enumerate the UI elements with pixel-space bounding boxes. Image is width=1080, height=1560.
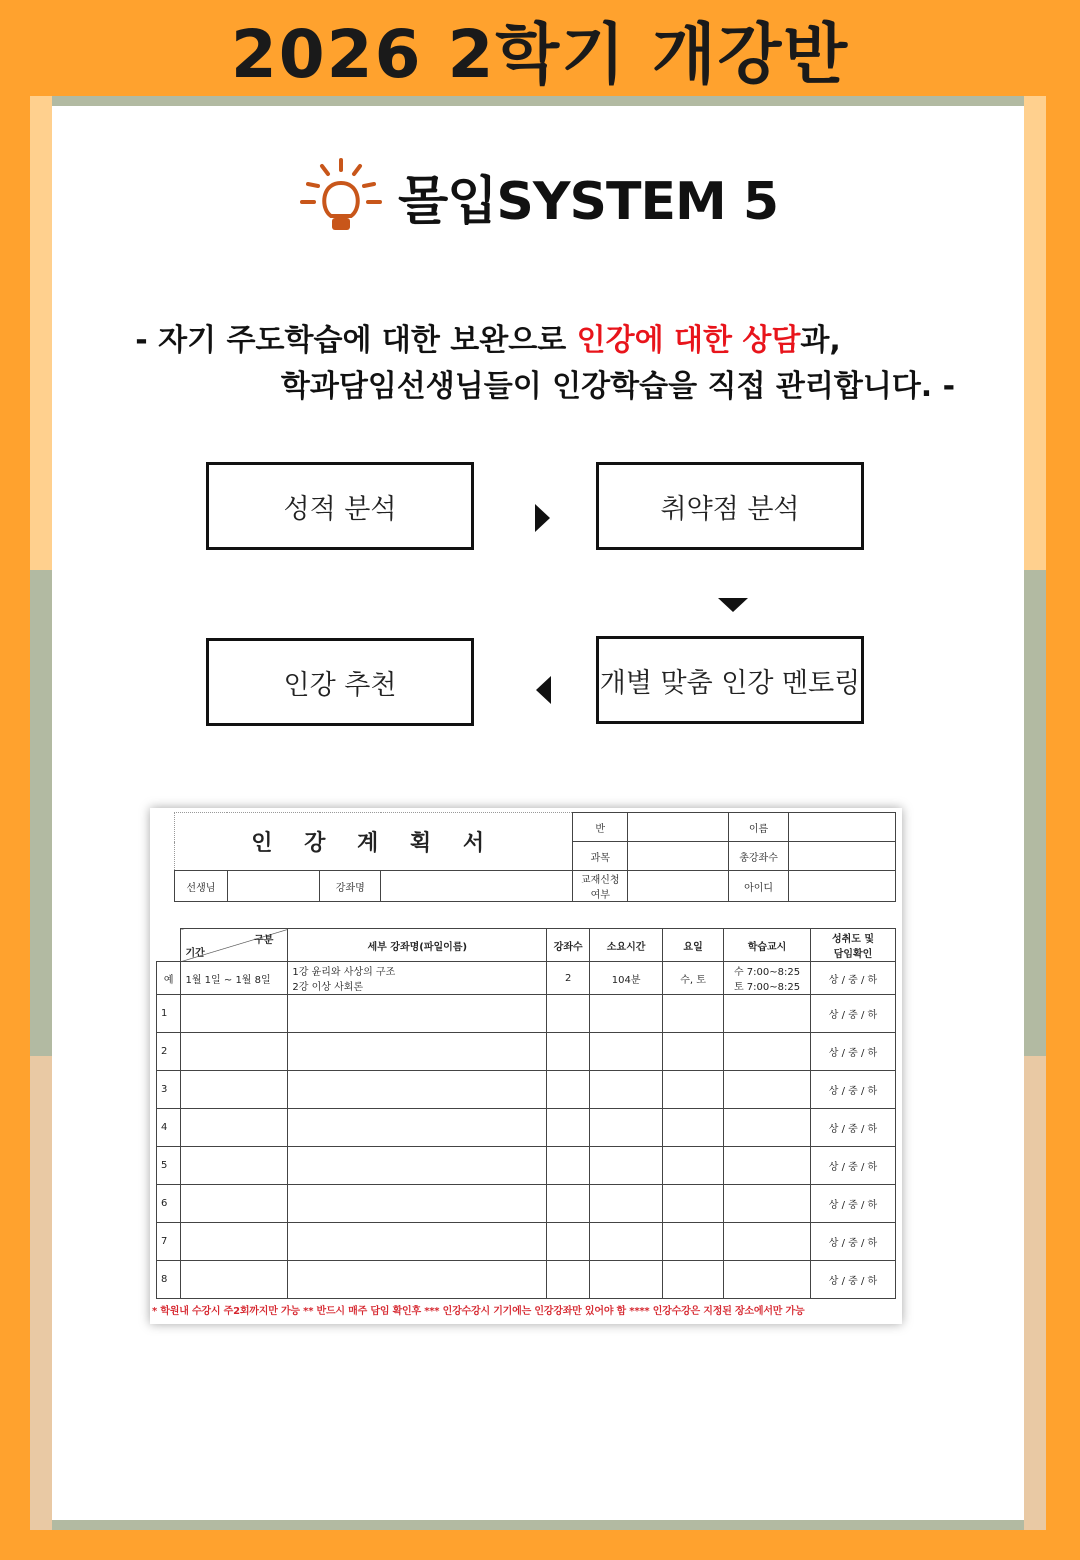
cell bbox=[663, 1033, 724, 1071]
flow-step-recommend: 인강 추천 bbox=[206, 638, 474, 726]
cell bbox=[663, 1223, 724, 1261]
arrow-left-icon bbox=[536, 676, 551, 704]
example-period: 1월 1일 ~ 1월 8일 bbox=[181, 962, 288, 995]
label-name: 이름 bbox=[728, 813, 789, 842]
col-period: 기간 bbox=[185, 948, 205, 959]
row-number: 8 bbox=[157, 1261, 181, 1299]
row-number: 6 bbox=[157, 1185, 181, 1223]
decor-stripe bbox=[1024, 1056, 1046, 1530]
arrow-right-icon bbox=[535, 504, 550, 532]
row-rating: 상 / 중 / 하 bbox=[811, 1033, 896, 1071]
label-textbook-line1: 교재신청 bbox=[580, 875, 620, 886]
label-ban: 반 bbox=[573, 813, 628, 842]
table-row bbox=[157, 1223, 896, 1261]
cell bbox=[590, 1071, 663, 1109]
cell bbox=[547, 995, 590, 1033]
field-subject bbox=[628, 842, 729, 871]
cell bbox=[724, 1033, 811, 1071]
example-classroom bbox=[724, 962, 811, 995]
field-course-name bbox=[381, 871, 573, 902]
cell bbox=[288, 1071, 547, 1109]
arrow-down-icon bbox=[718, 598, 748, 612]
row-number: 5 bbox=[157, 1147, 181, 1185]
example-detail-line2: 2강 이상 사회론 bbox=[292, 982, 364, 993]
lightbulb-icon bbox=[298, 158, 384, 234]
cell bbox=[288, 995, 547, 1033]
table-row bbox=[157, 995, 896, 1033]
cell bbox=[724, 1147, 811, 1185]
col-achievement bbox=[811, 929, 896, 962]
cell bbox=[181, 1261, 288, 1299]
cell bbox=[590, 1185, 663, 1223]
cell bbox=[663, 1185, 724, 1223]
row-number: 1 bbox=[157, 995, 181, 1033]
col-day: 요일 bbox=[663, 929, 724, 962]
content-panel bbox=[52, 96, 1024, 1530]
label-textbook-line2: 여부 bbox=[590, 890, 610, 901]
field-ban bbox=[628, 813, 729, 842]
cell bbox=[724, 1185, 811, 1223]
example-class-line1: 수 7:00~8:25 bbox=[733, 967, 801, 978]
table-row bbox=[157, 1071, 896, 1109]
decor-stripe bbox=[1024, 570, 1046, 1056]
cell bbox=[590, 1261, 663, 1299]
decor-stripe bbox=[30, 1056, 52, 1530]
table-row bbox=[157, 1185, 896, 1223]
cell bbox=[181, 995, 288, 1033]
cell bbox=[724, 1109, 811, 1147]
example-detail-line1: 1강 윤리와 사상의 구조 bbox=[292, 967, 396, 978]
cell bbox=[181, 1185, 288, 1223]
cell bbox=[590, 995, 663, 1033]
example-row bbox=[157, 962, 896, 995]
label-total-lectures: 총강좌수 bbox=[728, 842, 789, 871]
col-achievement-line2: 담임확인 bbox=[833, 949, 873, 960]
table-row bbox=[157, 1109, 896, 1147]
label-id: 아이디 bbox=[728, 871, 789, 902]
example-rating: 상 / 중 / 하 bbox=[811, 962, 896, 995]
cell bbox=[590, 1147, 663, 1185]
subtitle-line1 bbox=[52, 318, 1024, 364]
row-number: 2 bbox=[157, 1033, 181, 1071]
cell bbox=[288, 1109, 547, 1147]
col-achievement-line1: 성취도 및 bbox=[831, 934, 875, 945]
banner-title: 2026 2학기 개강반 bbox=[230, 15, 850, 93]
cell bbox=[590, 1223, 663, 1261]
cell bbox=[181, 1109, 288, 1147]
subtitle-text: 과, bbox=[800, 323, 841, 358]
cell bbox=[547, 1071, 590, 1109]
cell bbox=[547, 1109, 590, 1147]
corner-cell bbox=[157, 929, 181, 962]
cell bbox=[181, 1033, 288, 1071]
cell bbox=[181, 1147, 288, 1185]
decor-stripe bbox=[1024, 96, 1046, 570]
cell bbox=[724, 995, 811, 1033]
subtitle-highlight: 인강에 대한 상담 bbox=[576, 323, 801, 358]
row-rating: 상 / 중 / 하 bbox=[811, 1223, 896, 1261]
cell bbox=[663, 1261, 724, 1299]
cell bbox=[724, 1261, 811, 1299]
example-time: 104분 bbox=[590, 962, 663, 995]
row-number: 7 bbox=[157, 1223, 181, 1261]
cell bbox=[663, 1109, 724, 1147]
cell bbox=[724, 1071, 811, 1109]
example-class-line2: 토 7:00~8:25 bbox=[733, 982, 801, 993]
category-period-header bbox=[181, 929, 288, 962]
form-footnote: * 학원내 수강시 주2회까지만 가능 ** 반드시 매주 담임 확인후 *** 인강수강시 기기에는 인강강좌만 있어야 함 **** 인강수강은 지정된 장소에서만 가능 bbox=[152, 1306, 805, 1317]
cell bbox=[663, 1071, 724, 1109]
system-title-row bbox=[52, 156, 1024, 236]
cell bbox=[181, 1223, 288, 1261]
col-count: 강좌수 bbox=[547, 929, 590, 962]
cell bbox=[288, 1261, 547, 1299]
form-header-table bbox=[174, 812, 896, 902]
field-textbook bbox=[628, 871, 729, 902]
col-classroom: 학습교시 bbox=[724, 929, 811, 962]
cell bbox=[547, 1033, 590, 1071]
example-count: 2 bbox=[547, 962, 590, 995]
row-rating: 상 / 중 / 하 bbox=[811, 1147, 896, 1185]
table-row bbox=[157, 1147, 896, 1185]
cell bbox=[590, 1033, 663, 1071]
table-row bbox=[157, 1033, 896, 1071]
label-subject: 과목 bbox=[573, 842, 628, 871]
row-rating: 상 / 중 / 하 bbox=[811, 995, 896, 1033]
col-category: 구분 bbox=[254, 935, 274, 946]
example-label: 예 bbox=[157, 962, 181, 995]
row-rating: 상 / 중 / 하 bbox=[811, 1261, 896, 1299]
cell bbox=[288, 1185, 547, 1223]
field-name bbox=[789, 813, 896, 842]
cell bbox=[547, 1185, 590, 1223]
row-rating: 상 / 중 / 하 bbox=[811, 1185, 896, 1223]
cell bbox=[547, 1223, 590, 1261]
example-day: 수, 토 bbox=[663, 962, 724, 995]
field-total-lectures bbox=[789, 842, 896, 871]
cell bbox=[181, 1071, 288, 1109]
field-id bbox=[789, 871, 896, 902]
flow-step-grade-analysis: 성적 분석 bbox=[206, 462, 474, 550]
cell bbox=[288, 1033, 547, 1071]
flow-step-weakness-analysis: 취약점 분석 bbox=[596, 462, 864, 550]
row-number: 4 bbox=[157, 1109, 181, 1147]
example-detail bbox=[288, 962, 547, 995]
plan-table bbox=[156, 928, 896, 1299]
label-teacher: 선생님 bbox=[175, 871, 228, 902]
decor-stripe bbox=[30, 570, 52, 1056]
row-rating: 상 / 중 / 하 bbox=[811, 1071, 896, 1109]
row-number: 3 bbox=[157, 1071, 181, 1109]
cell bbox=[288, 1147, 547, 1185]
decor-stripe bbox=[30, 96, 52, 570]
field-teacher bbox=[227, 871, 320, 902]
col-detail: 세부 강좌명(파일이름) bbox=[288, 929, 547, 962]
subtitle-text: - 자기 주도학습에 대한 보완으로 bbox=[135, 323, 577, 358]
label-course-name: 강좌명 bbox=[320, 871, 381, 902]
cell bbox=[288, 1223, 547, 1261]
cell bbox=[663, 995, 724, 1033]
flow-step-mentoring: 개별 맞춤 인강 멘토링 bbox=[596, 636, 864, 724]
subtitle-line2: 학과담임선생님들이 인강학습을 직접 관리합니다. - bbox=[280, 369, 956, 404]
cell bbox=[724, 1223, 811, 1261]
lecture-plan-form bbox=[150, 808, 902, 1324]
row-rating: 상 / 중 / 하 bbox=[811, 1109, 896, 1147]
form-title: 인 강 계 획 서 bbox=[175, 813, 573, 871]
cell bbox=[547, 1147, 590, 1185]
label-textbook bbox=[573, 871, 628, 902]
col-time: 소요시간 bbox=[590, 929, 663, 962]
table-row bbox=[157, 1261, 896, 1299]
system-title: 몰입SYSTEM 5 bbox=[397, 171, 779, 232]
subtitle bbox=[52, 318, 1024, 410]
cell bbox=[590, 1109, 663, 1147]
cell bbox=[663, 1147, 724, 1185]
cell bbox=[547, 1261, 590, 1299]
